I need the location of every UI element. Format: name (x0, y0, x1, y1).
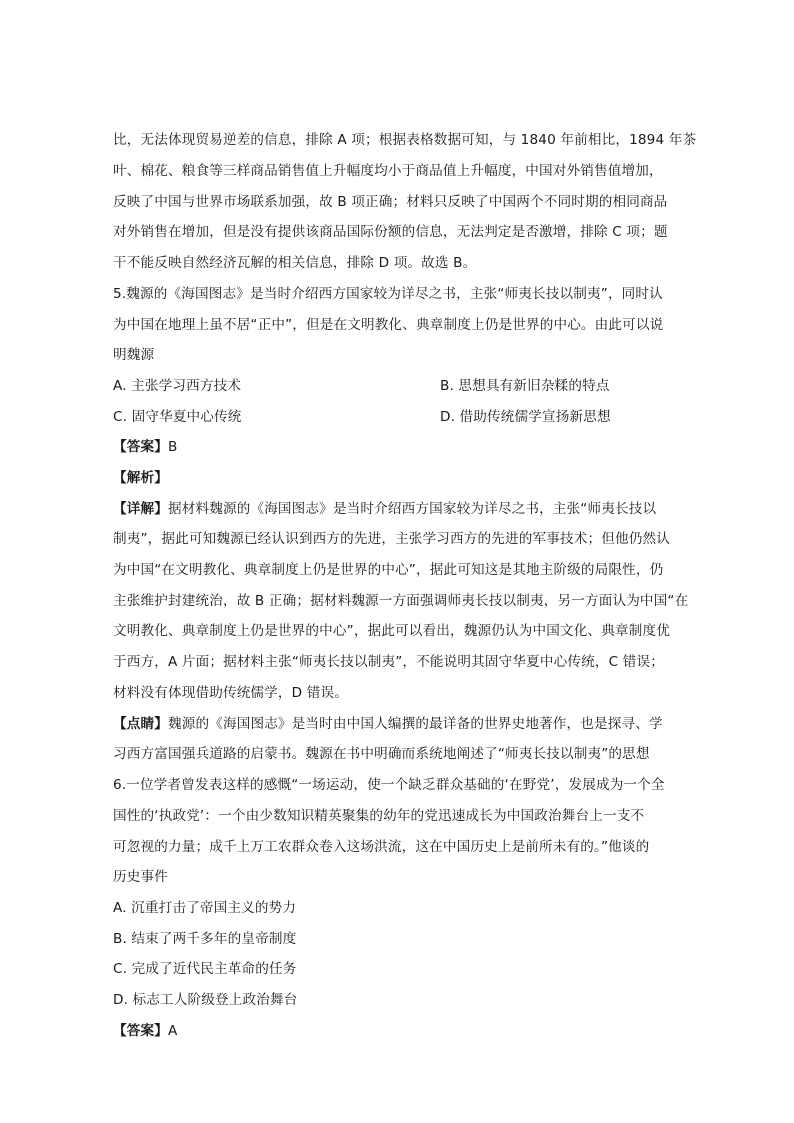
detail-line: 主张维护封建统治，故 B 正确；据材料魏源一方面强调师夷长技以制夷，另一方面认为中国“在 (113, 593, 689, 609)
text-line: 对外销售在增加，但是没有提供该商品国际份额的信息，无法判定是否激增，排除 C 项；题 (113, 224, 668, 240)
question-stem-line: 5.魏源的《海国图志》是当时介绍西方国家较为详尽之书，主张“师夷长技以制夷”，同时认 (113, 286, 663, 302)
answer-row (113, 437, 177, 457)
option-c: C. 固守华夏中心传统 (113, 409, 242, 425)
answer-tag: 【答案】 (113, 1023, 168, 1039)
comment-line: 习西方富国强兵道路的启蒙书。魏源在书中明确而系统地阐述了“师夷长技以制夷”的思想 (113, 746, 650, 762)
comment-tag: 【点睛】 (113, 716, 168, 732)
option-c: C. 完成了近代民主革命的任务 (113, 961, 297, 977)
question-stem-line: 为中国在地理上虽不居“正中”，但是在文明教化、典章制度上仍是世界的中心。由此可以说 (113, 317, 664, 333)
detail-line: 于西方，A 片面；据材料主张“师夷长技以制夷”，不能说明其固守华夏中心传统，C 错误； (113, 654, 664, 670)
question-stem-line: 可忽视的力量；成千上万工农群众卷入这场洪流，这在中国历史上是前所未有的。”他谈的 (113, 839, 650, 855)
comment-row (113, 714, 663, 734)
question-stem-line: 历史事件 (113, 869, 168, 885)
detail-line: 为中国“在文明教化、典章制度上仍是世界的中心”，据此可知这是其地主阶级的局限性，仍 (113, 562, 664, 578)
answer-value: B (167, 439, 178, 455)
detail-line: 材料没有体现借助传统儒学，D 错误。 (113, 685, 348, 701)
question-stem-line: 6.一位学者曾发表这样的感慨“一场运动，使一个缺乏群众基础的‘在野党’，发展成为一个全 (113, 777, 665, 793)
analysis-tag: 【解析】 (113, 470, 168, 486)
option-a: A. 主张学习西方技术 (113, 378, 242, 394)
detail-tag: 【详解】 (113, 501, 168, 517)
text-line: 叶、棉花、粮食等三样商品销售值上升幅度均小于商品值上升幅度，中国对外销售值增加， (113, 163, 663, 179)
text-line: 干不能反映自然经济瓦解的相关信息，排除 D 项。故选 B。 (113, 255, 477, 271)
answer-row (113, 1021, 177, 1041)
detail-line: 文明教化、典章制度上仍是世界的中心”，据此可以看出，魏源仍认为中国文化、典章制度优 (113, 623, 670, 639)
comment-text: 魏源的《海国图志》是当时由中国人编撰的最详备的世界史地著作，也是探寻、学 (167, 716, 663, 732)
detail-row (113, 499, 656, 519)
text-line: 反映了中国与世界市场联系加强，故 B 项正确；材料只反映了中国两个不同时期的相同商品 (113, 194, 668, 210)
option-d: D. 标志工人阶级登上政治舞台 (113, 992, 298, 1008)
option-d: D. 借助传统儒学宣扬新思想 (440, 409, 611, 425)
option-b: B. 思想具有新旧杂糅的特点 (440, 378, 610, 394)
answer-tag: 【答案】 (113, 439, 168, 455)
question-stem-line: 国性的‘执政党’：一个由少数知识精英聚集的幼年的党迅速成长为中国政治舞台上一支不 (113, 808, 645, 824)
detail-text: 据材料魏源的《海国图志》是当时介绍西方国家较为详尽之书，主张“师夷长技以 (167, 501, 657, 517)
answer-value: A (167, 1023, 178, 1039)
option-a: A. 沉重打击了帝国主义的势力 (113, 900, 297, 916)
text-line: 比，无法体现贸易逆差的信息，排除 A 项；根据表格数据可知，与 1840 年前相比，1894 年茶 (113, 132, 697, 148)
detail-line: 制夷”，据此可知魏源已经认识到西方的先进，主张学习西方的先进的军事技术；但他仍然认 (113, 531, 670, 547)
option-b: B. 结束了两千多年的皇帝制度 (113, 931, 297, 947)
question-stem-line: 明魏源 (113, 347, 155, 363)
